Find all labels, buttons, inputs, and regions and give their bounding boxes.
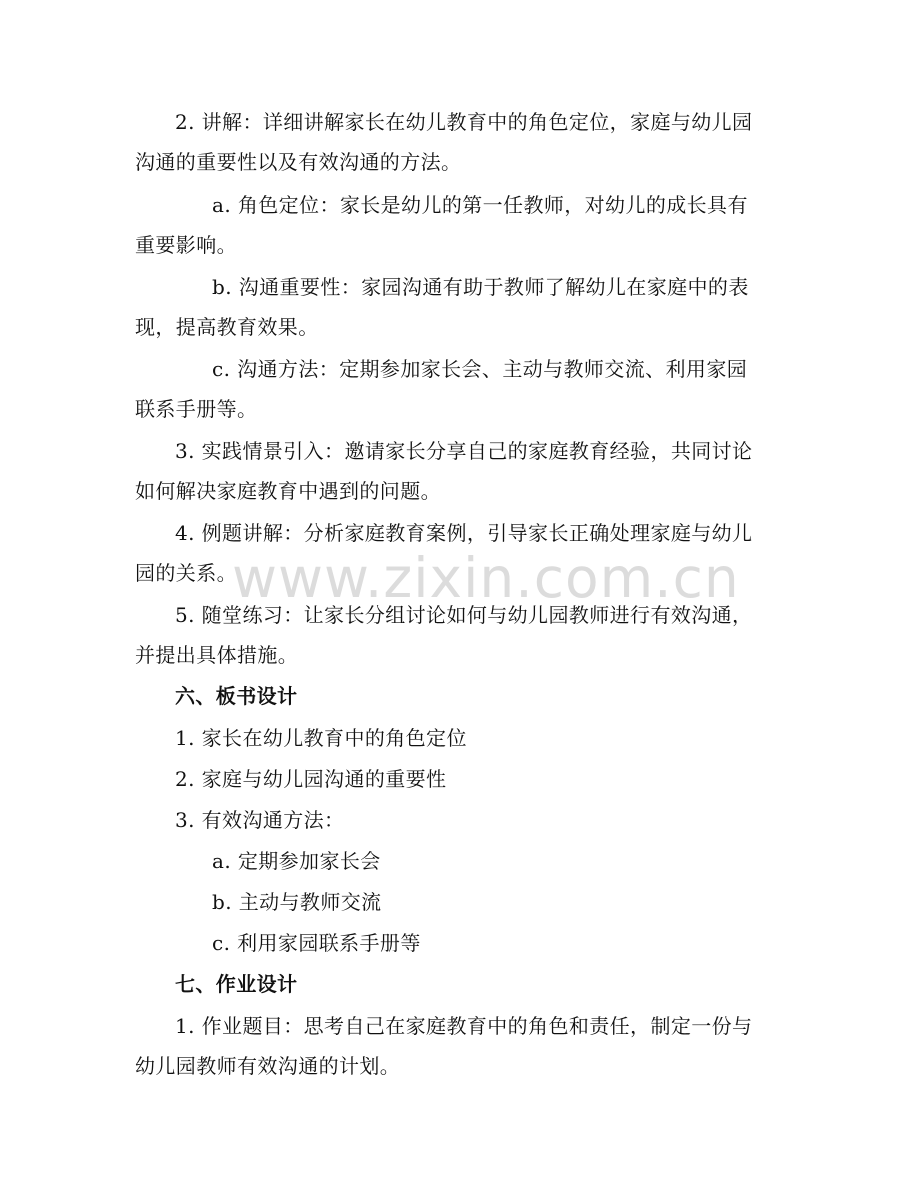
sub-item-b-line-2: 现，提高教育效果。 xyxy=(135,315,319,339)
paragraph-item-4-line-1: 4. 例题讲解：分析家庭教育案例，引导家长正确处理家庭与幼儿 xyxy=(175,521,753,545)
sub-item-a-line-1: a. 角色定位：家长是幼儿的第一任教师，对幼儿的成长具有 xyxy=(212,193,748,217)
sub-item-c-line-2: 联系手册等。 xyxy=(135,397,258,421)
sub-item-c-line-1: c. 沟通方法：定期参加家长会、主动与教师交流、利用家园 xyxy=(212,357,748,381)
sub-item-b-line-1: b. 沟通重要性：家园沟通有助于教师了解幼儿在家庭中的表 xyxy=(212,275,749,299)
paragraph-item-5-line-1: 5. 随堂练习：让家长分组讨论如何与幼儿园教师进行有效沟通， xyxy=(175,603,753,627)
board-item-1: 1. 家长在幼儿教育中的角色定位 xyxy=(175,726,467,750)
board-item-2: 2. 家庭与幼儿园沟通的重要性 xyxy=(175,767,447,791)
section-title-homework-design: 七、作业设计 xyxy=(175,972,298,996)
paragraph-item-5-line-2: 并提出具体措施。 xyxy=(135,643,299,667)
paragraph-item-2-line-2: 沟通的重要性以及有效沟通的方法。 xyxy=(135,150,462,174)
paragraph-item-2-line-1: 2. 讲解：详细讲解家长在幼儿教育中的角色定位，家庭与幼儿园 xyxy=(175,110,753,134)
board-item-3: 3. 有效沟通方法： xyxy=(175,808,345,832)
board-sub-item-b: b. 主动与教师交流 xyxy=(212,890,382,914)
paragraph-item-4-line-2: 园的关系。 xyxy=(135,561,237,585)
section-title-board-design: 六、板书设计 xyxy=(175,684,298,708)
watermark: www.zixin.com.cn xyxy=(232,546,740,610)
paragraph-item-3-line-1: 3. 实践情景引入：邀请家长分享自己的家庭教育经验，共同讨论 xyxy=(175,439,753,463)
homework-item-1-line-1: 1. 作业题目：思考自己在家庭教育中的角色和责任，制定一份与 xyxy=(175,1014,753,1038)
paragraph-item-3-line-2: 如何解决家庭教育中遇到的问题。 xyxy=(135,479,441,503)
board-sub-item-a: a. 定期参加家长会 xyxy=(212,849,381,873)
sub-item-a-line-2: 重要影响。 xyxy=(135,233,237,257)
homework-item-1-line-2: 幼儿园教师有效沟通的计划。 xyxy=(135,1054,401,1078)
board-sub-item-c: c. 利用家园联系手册等 xyxy=(212,931,421,955)
